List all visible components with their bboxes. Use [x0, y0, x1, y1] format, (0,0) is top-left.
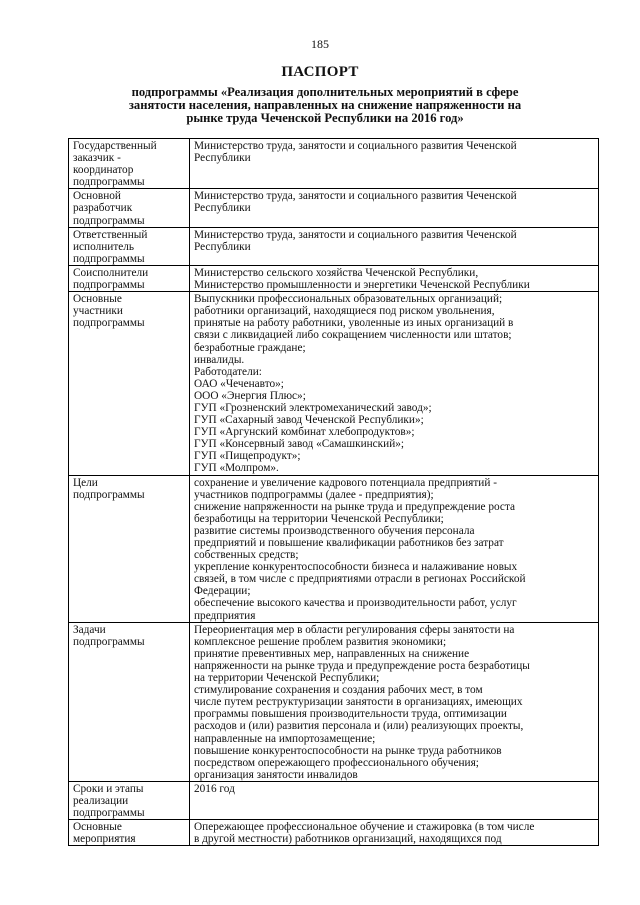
- row-value-line: Министерство труда, занятости и социального развития Чеченской: [194, 140, 517, 152]
- table-row: [69, 820, 599, 846]
- row-label-cell: [69, 292, 190, 475]
- row-value-line: ГУП «Сахарный завод Чеченской Республики»;: [194, 414, 424, 427]
- row-label-line: координатор: [73, 164, 134, 177]
- row-label-cell: [69, 139, 190, 189]
- row-value-line: ГУП «Аргунский комбинат хлебопродуктов»;: [194, 426, 415, 439]
- row-value-line: обеспечение высокого качества и производительности работ, услуг: [194, 597, 517, 610]
- row-value-line: ООО «Энергия Плюс»;: [194, 389, 306, 402]
- row-label-line: Сроки и этапы: [73, 782, 144, 795]
- row-label-line: реализации: [73, 794, 129, 807]
- row-value-line: комплексное решение проблем развития экономики;: [194, 635, 447, 648]
- row-label-line: Соисполнители: [73, 266, 149, 279]
- row-label-line: разработчик: [73, 202, 133, 215]
- passport-table: [68, 138, 599, 846]
- table-row: [69, 189, 599, 227]
- table-row: [69, 265, 599, 291]
- row-label-line: подпрограммы: [73, 214, 145, 227]
- page-number: 185: [311, 37, 329, 51]
- row-value-line: на территории Чеченской Республики;: [194, 672, 380, 685]
- row-value-line: ГУП «Грозненский электромеханический завод»;: [194, 401, 432, 414]
- row-value-line: связей, в том числе с предприятиями отрасли в регионах Российской: [194, 573, 526, 586]
- row-value-cell: [190, 265, 599, 291]
- row-label-line: исполнитель: [73, 240, 135, 253]
- row-value-line: Республики: [194, 152, 251, 165]
- row-value-line: участников подпрограммы (далее - предприятия);: [194, 488, 434, 501]
- row-label-cell: [69, 781, 190, 819]
- row-label-line: мероприятия: [73, 833, 136, 846]
- row-value-line: стимулирование сохранения и создания рабочих мест, в том: [194, 684, 483, 697]
- row-value-line: Работодатели:: [194, 365, 262, 378]
- row-value-line: принятие превентивных мер, направленных на снижение: [194, 647, 470, 660]
- row-value-line: предприятий и повышение квалификации работников без затрат: [194, 537, 504, 549]
- row-value-line: числе путем реструктуризации занятости в организациях, имеющих: [194, 696, 523, 709]
- row-label-line: Задачи: [73, 623, 106, 636]
- row-label-line: Ответственный: [73, 228, 148, 241]
- row-value-line: ГУП «Пищепродукт»;: [194, 450, 301, 463]
- row-value-cell: [190, 475, 599, 622]
- row-value-line: Республики: [194, 202, 251, 215]
- row-value-line: 2016 год: [194, 782, 235, 795]
- row-value-line: собственных средств;: [194, 549, 299, 562]
- row-value-cell: [190, 820, 599, 846]
- row-label-line: подпрограммы: [73, 252, 145, 265]
- row-value-line: сохранение и увеличение кадрового потенциала предприятий -: [194, 476, 497, 489]
- row-label-cell: [69, 227, 190, 265]
- row-value-cell: [190, 781, 599, 819]
- row-label-line: Государственный: [73, 140, 157, 152]
- row-label-line: подпрограммы: [73, 807, 145, 820]
- row-value-cell: [190, 292, 599, 475]
- row-value-line: направленные на импортозамещение;: [194, 732, 376, 745]
- row-value-line: Министерство сельского хозяйства Чеченской Республики,: [194, 266, 479, 279]
- row-label-line: подпрограммы: [73, 488, 145, 501]
- row-value-line: Республики: [194, 240, 251, 253]
- row-value-line: принятые на работу работники, уволенные из иных организаций в: [194, 317, 514, 330]
- row-value-line: безработицы на территории Чеченской Республики;: [194, 512, 444, 525]
- row-value-cell: [190, 189, 599, 227]
- row-label-line: подпрограммы: [73, 635, 145, 648]
- table-row: [69, 227, 599, 265]
- row-value-line: Федерации;: [194, 585, 251, 598]
- row-value-line: ГУП «Молпром».: [194, 462, 279, 475]
- row-label-line: участники: [73, 305, 123, 318]
- row-value-line: программы повышения производительности труда, оптимизации: [194, 708, 507, 721]
- table-row: [69, 781, 599, 819]
- row-value-line: инвалиды.: [194, 353, 245, 366]
- row-label-line: заказчик -: [73, 152, 121, 165]
- row-label-cell: [69, 475, 190, 622]
- row-value-line: связи с ликвидацией либо сокращением численности или штатов;: [194, 329, 512, 342]
- row-value-line: организация занятости инвалидов: [194, 768, 358, 781]
- row-value-line: Выпускники профессиональных образовательных организаций;: [194, 293, 503, 306]
- row-value-line: Опережающее профессиональное обучение и стажировка (в том числе: [194, 821, 535, 834]
- row-value-line: напряженности на рынке труда и предупреждение роста безработицы: [194, 659, 530, 672]
- row-value-cell: [190, 227, 599, 265]
- table-row: [69, 139, 599, 189]
- row-value-cell: [190, 622, 599, 781]
- row-value-line: снижение напряженности на рынке труда и предупреждение роста: [194, 500, 516, 513]
- row-value-line: работники организаций, находящиеся под риском увольнения,: [194, 305, 495, 318]
- row-value-line: ОАО «Чеченавто»;: [194, 377, 284, 390]
- row-label-line: Основной: [73, 190, 121, 203]
- row-value-line: Министерство труда, занятости и социального развития Чеченской: [194, 228, 517, 241]
- row-value-line: расходов и (или) развития персонала и (или) реализующих проекты,: [194, 720, 524, 733]
- row-label-line: подпрограммы: [73, 317, 145, 330]
- row-value-line: в другой местности) работников организаций, находящихся под: [194, 833, 502, 846]
- row-value-line: Переориентация мер в области регулирования сферы занятости на: [194, 623, 515, 636]
- row-value-line: предприятия: [194, 609, 256, 622]
- row-value-line: повышение конкурентоспособности на рынке труда работников: [194, 744, 502, 757]
- row-value-cell: [190, 139, 599, 189]
- subtitle-line: занятости населения, направленных на снижение напряженности на: [128, 98, 522, 112]
- row-value-line: безработные граждане;: [194, 341, 306, 354]
- row-value-line: укрепление конкурентоспособности бизнеса и налаживание новых: [194, 561, 518, 574]
- table-row: [69, 475, 599, 622]
- row-label-line: Основные: [73, 293, 122, 306]
- table-row: [69, 622, 599, 781]
- row-label-line: подпрограммы: [73, 176, 145, 189]
- row-label-line: Основные: [73, 821, 122, 834]
- row-value-line: Министерство труда, занятости и социального развития Чеченской: [194, 190, 517, 203]
- subtitle-line: подпрограммы «Реализация дополнительных мероприятий в сфере: [131, 85, 519, 99]
- document-subtitle: [100, 86, 550, 125]
- row-value-line: развитие системы производственного обучения персонала: [194, 524, 475, 537]
- table-row: [69, 292, 599, 475]
- row-label-cell: [69, 265, 190, 291]
- document-title: ПАСПОРТ: [281, 64, 359, 80]
- row-label-line: подпрограммы: [73, 279, 145, 292]
- row-label-cell: [69, 820, 190, 846]
- row-label-cell: [69, 189, 190, 227]
- passport-table-body: [69, 139, 599, 846]
- row-value-line: посредством опережающего профессионального обучения;: [194, 756, 479, 769]
- row-value-line: ГУП «Консервный завод «Самашкинский»;: [194, 438, 405, 451]
- row-label-cell: [69, 622, 190, 781]
- subtitle-line: рынке труда Чеченской Республики на 2016 год»: [186, 111, 464, 125]
- row-value-line: Министерство промышленности и энергетики Чеченской Республики: [194, 279, 530, 292]
- row-label-line: Цели: [73, 476, 98, 489]
